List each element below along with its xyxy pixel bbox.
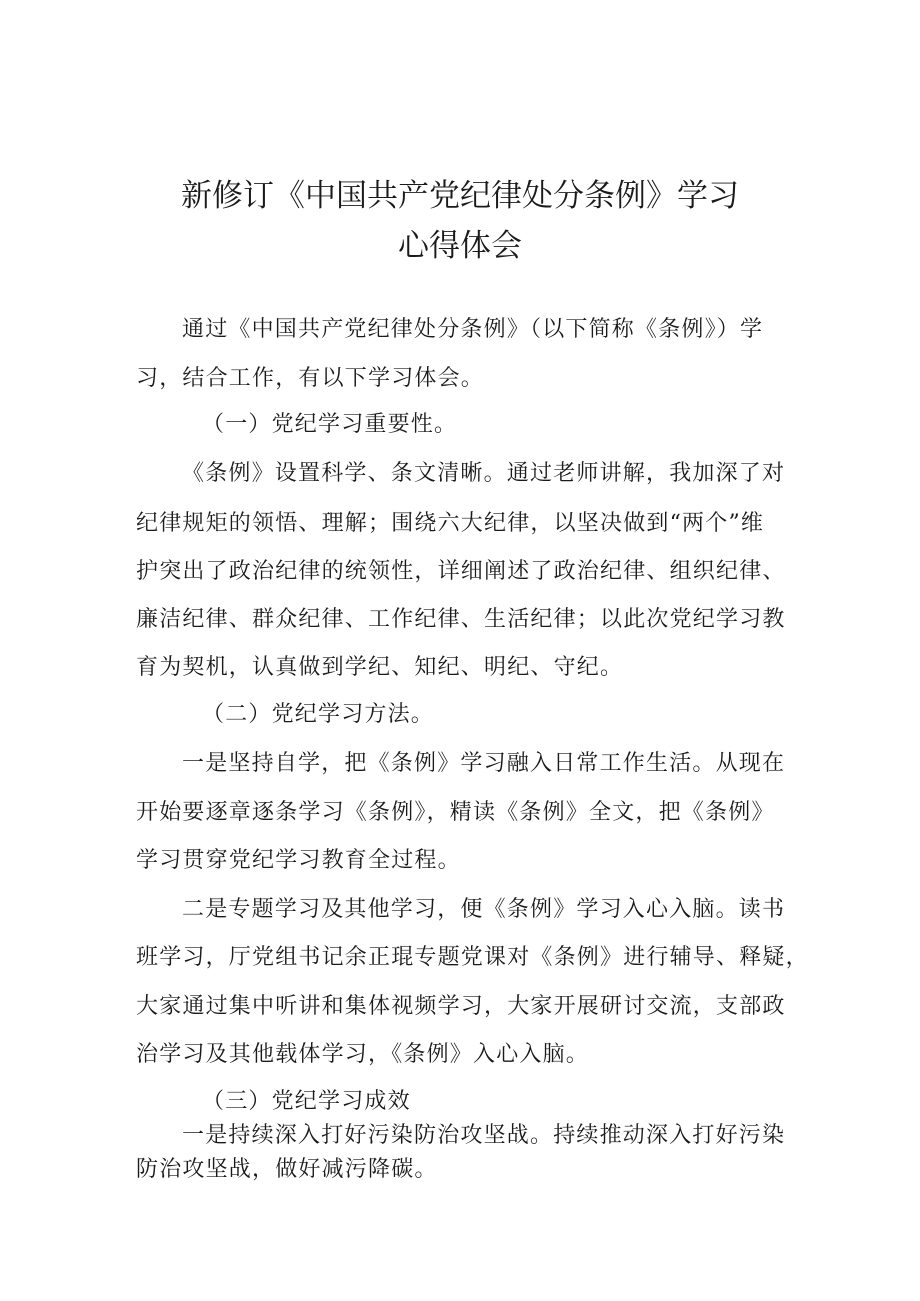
- paragraph-line: 《条例》设置科学、条文清晰。通过老师讲解，我加深了对: [182, 461, 786, 486]
- document-title-line-2: 心得体会: [398, 228, 522, 264]
- paragraph-line: 一是坚持自学，把《条例》学习融入日常工作生活。从现在: [182, 751, 786, 776]
- paragraph-line: 班学习，厅党组书记余正琨专题党课对《条例》进行辅导、释疑，: [136, 945, 809, 970]
- paragraph-line: 育为契机，认真做到学纪、知纪、明纪、守纪。: [136, 655, 624, 680]
- paragraph-line: 防治攻坚战，做好减污降碳。: [136, 1157, 438, 1182]
- paragraph-line: 习，结合工作，有以下学习体会。: [136, 366, 485, 391]
- paragraph-line: 二是专题学习及其他学习，便《条例》学习入心入脑。读书: [182, 897, 786, 922]
- paragraph-line: 大家通过集中听讲和集体视频学习，大家开展研讨交流，支部政: [136, 994, 786, 1019]
- paragraph-line: 学习贯穿党纪学习教育全过程。: [136, 848, 461, 873]
- paragraph-line: 一是持续深入打好污染防治攻坚战。持续推动深入打好污染: [182, 1123, 786, 1148]
- section-heading: （一）党纪学习重要性。: [202, 412, 458, 437]
- section-heading: （二）党纪学习方法。: [202, 702, 435, 727]
- paragraph-line: 通过《中国共产党纪律处分条例》（以下简称《条例》）学: [182, 317, 764, 342]
- paragraph-line: 纪律规矩的领悟、理解；围绕六大纪律，以坚决做到“两个”维: [136, 511, 765, 536]
- paragraph-line: 廉洁纪律、群众纪律、工作纪律、生活纪律；以此次党纪学习教: [136, 607, 786, 632]
- paragraph-line: 开始要逐章逐条学习《条例》，精读《条例》全文，把《条例》: [136, 800, 775, 825]
- paragraph-line: 护突出了政治纪律的统领性，详细阐述了政治纪律、组织纪律、: [136, 559, 786, 584]
- paragraph-line: 治学习及其他载体学习，《条例》入心入脑。: [136, 1042, 590, 1067]
- section-heading: （三）党纪学习成效: [202, 1089, 411, 1114]
- document-title-line-1: 新修订《中国共产党纪律处分条例》学习: [181, 178, 739, 214]
